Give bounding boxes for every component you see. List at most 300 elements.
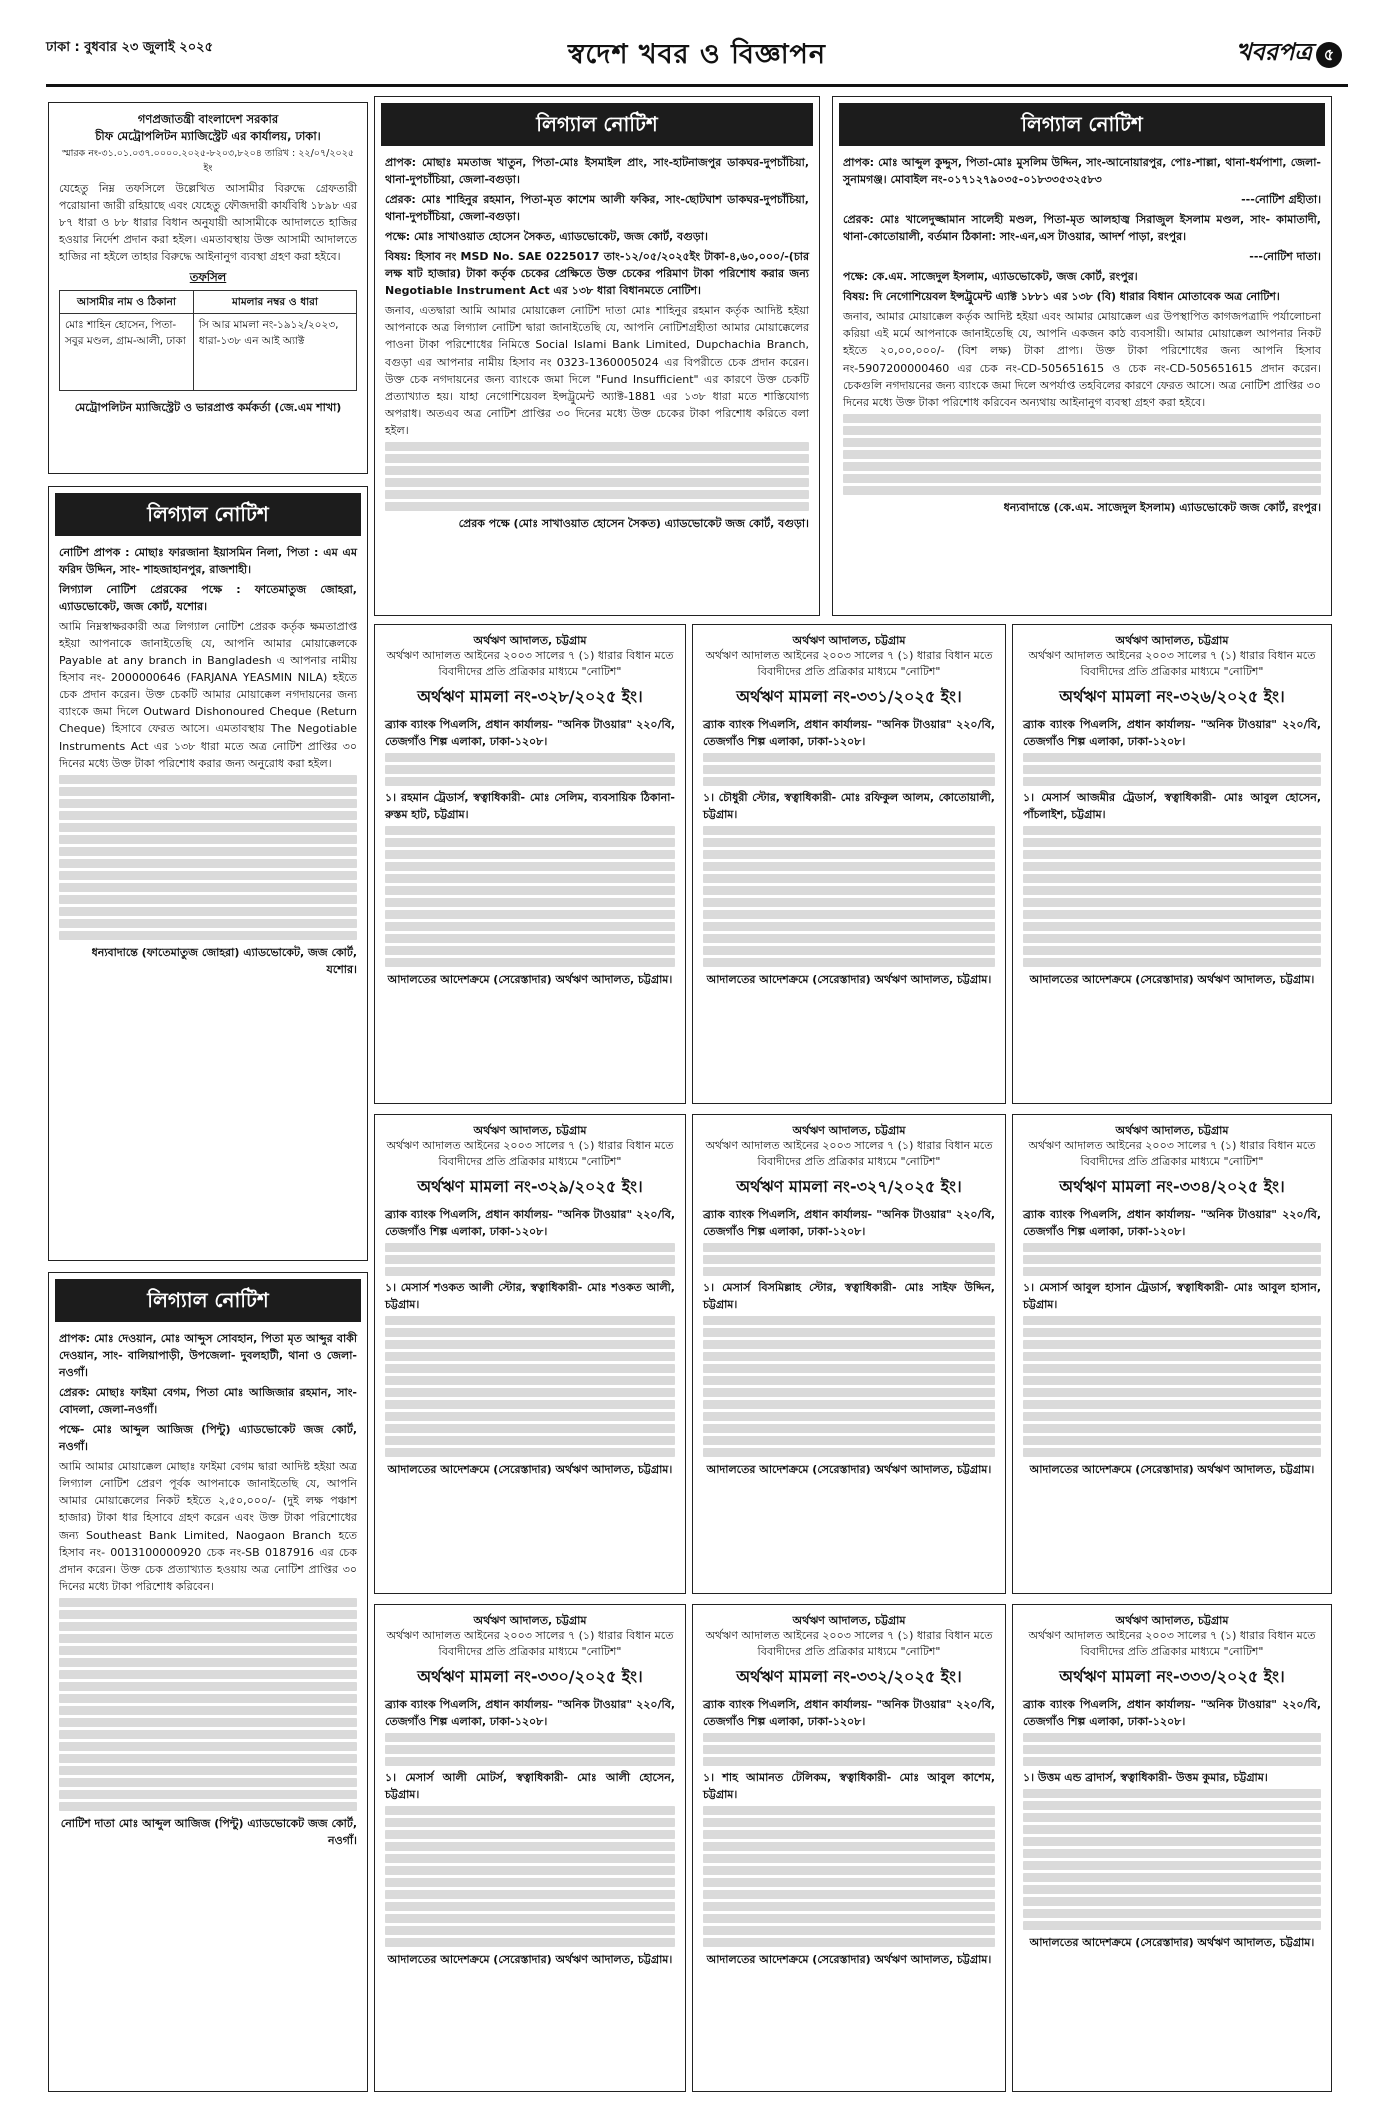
- court-footer: আদালতের আদেশক্রমে (সেরেস্তাদার) অর্থঋণ আদালত, চট্টগ্রাম।: [706, 1953, 992, 1967]
- court-notice: [374, 624, 686, 1104]
- text-line: [385, 838, 675, 847]
- defendant: ১। রহমান ট্রেডার্স, স্বত্বাধিকারী- মোঃ সেলিম, ব্যবসায়িক ঠিকানা- রুস্তম হাট, চট্টগ্রাম।: [385, 791, 675, 822]
- text-line: [1023, 1849, 1321, 1858]
- text-line: [1023, 1400, 1321, 1409]
- text-line: [385, 1267, 675, 1276]
- defendant: ১। মেসার্স আজমীর ট্রেডার্স, স্বত্বাধিকারী- মোঃ আবুল হোসেন, পাঁচলাইশ, চট্টগ্রাম।: [1023, 791, 1321, 822]
- text-line: [385, 1424, 675, 1433]
- text-line: [385, 1890, 675, 1899]
- text-line: [703, 765, 995, 774]
- text-line: [703, 934, 995, 943]
- text-line: [385, 454, 809, 463]
- newspaper-logo: [1236, 34, 1342, 74]
- text-line: [703, 1376, 995, 1385]
- text-line: [1023, 1789, 1321, 1798]
- plaintiff: ব্র্যাক ব্যাংক পিএলসি, প্রধান কার্যালয়- "অনিক টাওয়ার" ২২০/বি, তেজগাঁও শিল্প এলাকা, ঢাকা-১২০৮।: [385, 1697, 675, 1729]
- text-line: [385, 478, 809, 487]
- text-line: [703, 1436, 995, 1445]
- plaintiff: ব্র্যাক ব্যাংক পিএলসি, প্রধান কার্যালয়- "অনিক টাওয়ার" ২২০/বি, তেজগাঁও শিল্প এলাকা, ঢাকা-১২০৮।: [385, 1207, 675, 1239]
- text-line: [385, 958, 675, 967]
- text-line: [843, 486, 1321, 495]
- text-line: [703, 1914, 995, 1923]
- page-number: ৫: [1316, 42, 1342, 68]
- text-line: [385, 910, 675, 919]
- legal-notice-5: [832, 96, 1332, 616]
- text-line: [703, 1412, 995, 1421]
- text-line: [385, 934, 675, 943]
- text-line: [385, 1866, 675, 1875]
- text-line: [703, 1854, 995, 1863]
- text-line: [843, 474, 1321, 483]
- text-line: [59, 883, 357, 892]
- notice-3-body: আমি আমার মোয়াক্কেল মোছাঃ ফাইমা বেগম দ্বারা আদিষ্ট হইয়া অত্র লিগ্যাল নোটিশ প্রেরণ পূর্বক আপনাকে জানাইতেছি যে, আপনি আমার মোয়াক্কেলের নিকট হইতে ২,৫০,০০০/- (দুই লক্ষ পঞ্চাশ হাজার) টাকা ধার হিসাবে গ্রহণ করেন এবং উক্ত টাকা পরিশোধের জন্য Southeast Bank Limited, Naogaon Branch হতে হিসাব নং- 0013100000920 চেক নং-SB 0187916 এর চেক প্রদান করেন। উক্ত চেক প্রত্যাখ্যাত হওয়ায় অত্র নোটিশ প্রাপ্তির ৩০ দিনের মধ্যে টাকা পরিশোধ করিবেন।: [59, 1460, 357, 1593]
- notice-4-subject: বিষয়: হিসাব নং MSD No. SAE 0225017 তাং-১২/০৫/২০২৫ইং টাকা-৪,৬০,০০০/-(চার লক্ষ ষাট হাজার) টাকা কর্তৃক চেকের প্রেক্ষিতে উক্ত চেকের পরিমাণ টাকা পরিশোধ করার জন্য Negotiable Instrument Act এর ১৩৮ ধারা বিধানমতে নোটিশ।: [385, 250, 809, 298]
- text-line: [1023, 1825, 1321, 1834]
- text-line: [59, 1730, 357, 1739]
- text-line: [1023, 1448, 1321, 1457]
- text-lines: [703, 1316, 995, 1457]
- text-line: [1023, 1909, 1321, 1918]
- text-line: [703, 1842, 995, 1851]
- text-line: [59, 1622, 357, 1631]
- notice-5-text-lines: [843, 414, 1321, 495]
- text-line: [1023, 1424, 1321, 1433]
- text-line: [703, 777, 995, 786]
- text-line: [1023, 1733, 1321, 1742]
- text-line: [703, 1902, 995, 1911]
- text-line: [385, 502, 809, 511]
- text-line: [703, 1806, 995, 1815]
- text-line: [703, 1352, 995, 1361]
- text-line: [1023, 1267, 1321, 1276]
- court-footer: আদালতের আদেশক্রমে (সেরেস্তাদার) অর্থঋণ আদালত, চট্টগ্রাম।: [1029, 1936, 1315, 1950]
- notice-3-recipient: প্রাপক: মোঃ দেওয়ান, মোঃ আব্দুস সোবহান, পিতা মৃত আব্দুর বাকী দেওয়ান, সাং- বালিয়াপাড়ী, উপজেলা- দুবলহাটী, থানা ও জেলা-নওগাঁ।: [59, 1332, 357, 1380]
- text-line: [385, 922, 675, 931]
- court-notice: [374, 1604, 686, 2092]
- text-line: [1023, 1921, 1321, 1930]
- gov-memo: স্মারক নং-৩১.০১.০৩৭.০০০০.২০২৫-৮২০৩,৮২০৪ তারিখ : ২২/০৭/২০২৫ ইং: [61, 148, 355, 175]
- text-line: [1023, 838, 1321, 847]
- notice-5-banner: লিগ্যাল নোটিশ: [839, 103, 1325, 146]
- text-line: [1023, 1340, 1321, 1349]
- text-lines: [1023, 1789, 1321, 1930]
- court-name: অর্থঋণ আদালত, চট্টগ্রাম: [1115, 634, 1229, 647]
- court-law: অর্থঋণ আদালত আইনের ২০০৩ সালের ৭ (১) ধারার বিধান মতে বিবাদীদের প্রতি প্রত্রিকার মাধ্যমে "নোটিশ": [386, 1139, 674, 1168]
- text-line: [59, 1790, 357, 1799]
- notice-5-sender-tag: ---নোটিশ দাতা।: [1249, 250, 1321, 264]
- schedule-title: তফসিল: [189, 270, 227, 285]
- text-line: [59, 799, 357, 808]
- notice-2-text-lines: [59, 775, 357, 940]
- notice-4-counsel: পক্ষে: মোঃ সাখাওয়াত হোসেন সৈকত, এ্যাডভোকেট, জজ কোর্ট, বগুড়া।: [385, 230, 708, 244]
- text-line: [59, 775, 357, 784]
- defendant: ১। চৌধুরী স্টোর, স্বত্বাধিকারী- মোঃ রফিকুল আলম, কোতোয়ালী, চট্টগ্রাম।: [703, 791, 995, 822]
- text-line: [703, 838, 995, 847]
- text-line: [1023, 874, 1321, 883]
- text-line: [1023, 1885, 1321, 1894]
- text-line: [703, 1340, 995, 1349]
- text-line: [843, 414, 1321, 423]
- text-line: [703, 1745, 995, 1754]
- text-line: [1023, 1757, 1321, 1766]
- court-law: অর্থঋণ আদালত আইনের ২০০৩ সালের ৭ (১) ধারার বিধান মতে বিবাদীদের প্রতি প্রত্রিকার মাধ্যমে "নোটিশ": [705, 1629, 993, 1658]
- text-line: [59, 1742, 357, 1751]
- plaintiff: ব্র্যাক ব্যাংক পিএলসি, প্রধান কার্যালয়- "অনিক টাওয়ার" ২২০/বি, তেজগাঁও শিল্প এলাকা, ঢাকা-১২০৮।: [703, 717, 995, 749]
- text-line: [843, 450, 1321, 459]
- text-line: [385, 1400, 675, 1409]
- schedule-table: [59, 290, 357, 391]
- court-law: অর্থঋণ আদালত আইনের ২০০৩ সালের ৭ (১) ধারার বিধান মতে বিবাদীদের প্রতি প্রত্রিকার মাধ্যমে "নোটিশ": [705, 1139, 993, 1168]
- text-line: [59, 1778, 357, 1787]
- court-footer: আদালতের আদেশক্রমে (সেরেস্তাদার) অর্থঋণ আদালত, চট্টগ্রাম।: [387, 1463, 673, 1477]
- text-line: [385, 753, 675, 762]
- text-lines: [385, 826, 675, 967]
- text-line: [1023, 1412, 1321, 1421]
- text-line: [385, 1388, 675, 1397]
- text-line: [703, 753, 995, 762]
- text-line: [385, 850, 675, 859]
- notice-5-sender: প্রেরক: মোঃ খালেদুজ্জামান সালেহী মণ্ডল, পিতা-মৃত আলহাজ্ব সিরাজুল ইসলাম মণ্ডল, সাং- কামাতাদী, থানা-কোতোয়ালী, বর্তমান ঠিকানা: সাং-এন,এস টাওয়ার, আদর্শ পাড়া, রংপুর।: [843, 213, 1321, 244]
- court-notice: [1012, 624, 1332, 1104]
- court-footer: আদালতের আদেশক্রমে (সেরেস্তাদার) অর্থঋণ আদালত, চট্টগ্রাম।: [1029, 1463, 1315, 1477]
- text-line: [703, 1424, 995, 1433]
- text-line: [385, 1938, 675, 1947]
- text-line: [1023, 1873, 1321, 1882]
- notice-5-signature: ধন্যবাদান্তে (কে.এম. সাজেদুল ইসলাম) এ্যাডভোকেট জজ কোর্ট, রংপুর।: [1003, 500, 1321, 514]
- court-law: অর্থঋণ আদালত আইনের ২০০৩ সালের ৭ (১) ধারার বিধান মতে বিবাদীদের প্রতি প্রত্রিকার মাধ্যমে "নোটিশ": [1028, 1139, 1316, 1168]
- text-line: [59, 1670, 357, 1679]
- notice-3-text-lines: [59, 1598, 357, 1811]
- court-name: অর্থঋণ আদালত, চট্টগ্রাম: [792, 1614, 906, 1627]
- text-line: [1023, 886, 1321, 895]
- defendant: ১। মেসার্স বিসমিল্লাহ স্টোর, স্বত্বাধিকারী- মোঃ সাইফ উদ্দিন, চট্টগ্রাম।: [703, 1281, 995, 1312]
- text-line: [385, 490, 809, 499]
- text-lines: [1023, 826, 1321, 967]
- notice-2-banner: লিগ্যাল নোটিশ: [55, 493, 361, 536]
- text-lines: [703, 826, 995, 967]
- text-line: [1023, 934, 1321, 943]
- notice-5-body: জনাব, আমার মোয়াক্কেল কর্তৃক আদিষ্ট হইয়া এবং আমার মোয়াক্কেল এর উপস্থাপিত কাগজপত্রাদি পর্যালোচনা করিয়া এই মর্মে আপনাকে জানাইতেছি যে, আপনি একজন কাঠ ব্যবসায়ী। আমার মোয়াক্কেল আপনার নিকট হইতে ২০,০০,০০০/- (বিশ লক্ষ) টাকা প্রাপ্য। উক্ত টাকা পরিশোধের জন্য আপনি হিসাব নং-5907200000460 এর চেক নং-CD-505651615 ও চেক নং-CD-505651615 প্রদান করেন। চেকগুলি নগদায়নের জন্য ব্যাংকে জমা দিলে অপর্যাপ্ত তহবিলের কারণে ফেরত আসে। অত্র নোটিশ প্রাপ্তির ৩০ দিনের মধ্যে উক্ত টাকা পরিশোধ করিবেন অন্যথায় আইনানুগ ব্যবস্থা গ্রহণ করা হইবে।: [843, 310, 1321, 409]
- case-number: অর্থঋণ মামলা নং-৩৩১/২০২৫ ইং।: [736, 687, 962, 707]
- gov-body: যেহেতু নিম্ন তফসিলে উল্লেখিত আসামীর বিরুদ্ধে গ্রেফতারী পরোয়ানা জারী রহিয়াছে এবং যেহেতু ফৌজদারী কার্যবিধি ১৮৯৮ এর ৮৭ ধারা ও ৮৮ ধারার বিধান অনুযায়ী আসামীকে আদালতে হাজির হওয়ার নির্দেশ প্রদান করা হইল। এমতাবস্থায় উক্ত আসামী আদালতে হাজির না হইলে তাহার বিরুদ্ধে আইনানুগ ব্যবস্থা গ্রহণ করা হইবে।: [59, 181, 357, 263]
- text-line: [1023, 765, 1321, 774]
- court-notice: [692, 1114, 1006, 1594]
- text-line: [385, 946, 675, 955]
- defendant: ১। মেসার্স আলী মোটর্স, স্বত্বাধিকারী- মোঃ আলী হোসেন, চট্টগ্রাম।: [385, 1771, 675, 1802]
- newspaper-name: খবরপত্র: [1235, 38, 1312, 66]
- notice-2-sender: লিগ্যাল নোটিশ প্রেরকের পক্ষে : ফাতেমাতুজ জোহরা, এ্যাডভোকেট, জজ কোর্ট, যশোর।: [59, 583, 357, 614]
- text-line: [703, 1926, 995, 1935]
- case-number: অর্থঋণ মামলা নং-৩২৭/২০২৫ ইং।: [736, 1177, 962, 1197]
- case-number: অর্থঋণ মামলা নং-৩২৬/২০২৫ ইং।: [1059, 687, 1285, 707]
- text-line: [703, 1448, 995, 1457]
- case-number: অর্থঋণ মামলা নং-৩৩২/২০২৫ ইং।: [736, 1667, 962, 1687]
- text-line: [1023, 1316, 1321, 1325]
- text-line: [1023, 753, 1321, 762]
- text-line: [703, 826, 995, 835]
- text-line: [385, 1340, 675, 1349]
- notice-4-sender: প্রেরক: মোঃ শাহিনুর রহমান, পিতা-মৃত কাশেম আলী ফকির, সাং-ছোটঘাশ ডাকঘর-দুপচাঁচিয়া, থানা-দুপচাঁচিয়া, জেলা-বগুড়া।: [385, 193, 809, 224]
- schedule-cell-accused: মোঃ শাহিন হোসেন, পিতা-সবুর মণ্ডল, গ্রাম-আলী, ঢাকা: [60, 313, 194, 390]
- text-line: [385, 898, 675, 907]
- notice-3-signature: নোটিশ দাতা মোঃ আব্দুল আজিজ (পিন্টু) এ্যাডভোকেট জজ কোর্ট, নওগাঁ।: [60, 1816, 357, 1847]
- court-footer: আদালতের আদেশক্রমে (সেরেস্তাদার) অর্থঋণ আদালত, চট্টগ্রাম।: [387, 1953, 673, 1967]
- text-line: [703, 958, 995, 967]
- text-line: [1023, 922, 1321, 931]
- case-number: অর্থঋণ মামলা নং-৩৩৪/২০২৫ ইং।: [1059, 1177, 1285, 1197]
- case-number: অর্থঋণ মামলা নং-৩২৮/২০২৫ ইং।: [417, 687, 643, 707]
- text-line: [385, 1842, 675, 1851]
- text-line: [385, 765, 675, 774]
- notice-2-signature: ধন্যবাদান্তে (ফাতেমাতুজ জোহরা) এ্যাডভোকেট, জজ কোর্ট, যশোর।: [91, 945, 357, 976]
- schedule-header-case: মামলার নম্বর ও ধারা: [193, 290, 356, 313]
- plaintiff: ব্র্যাক ব্যাংক পিএলসি, প্রধান কার্যালয়- "অনিক টাওয়ার" ২২০/বি, তেজগাঁও শিল্প এলাকা, ঢাকা-১২০৮।: [1023, 1207, 1321, 1239]
- text-lines: [1023, 753, 1321, 786]
- plaintiff: ব্র্যাক ব্যাংক পিএলসি, প্রধান কার্যালয়- "অনিক টাওয়ার" ২২০/বি, তেজগাঁও শিল্প এলাকা, ঢাকা-১২০৮।: [385, 717, 675, 749]
- schedule-header-accused: আসামীর নাম ও ঠিকানা: [60, 290, 194, 313]
- text-line: [1023, 1243, 1321, 1252]
- text-line: [843, 426, 1321, 435]
- text-line: [1023, 958, 1321, 967]
- court-name: অর্থঋণ আদালত, চট্টগ্রাম: [1115, 1614, 1229, 1627]
- text-line: [703, 1938, 995, 1947]
- text-line: [59, 1610, 357, 1619]
- text-line: [703, 1866, 995, 1875]
- text-line: [1023, 777, 1321, 786]
- text-line: [59, 823, 357, 832]
- text-line: [1023, 1376, 1321, 1385]
- text-line: [59, 1706, 357, 1715]
- text-line: [385, 1830, 675, 1839]
- notice-5-recipient-tag: ---নোটিশ গ্রহীতা।: [1241, 193, 1321, 207]
- text-line: [385, 1243, 675, 1252]
- text-line: [59, 1634, 357, 1643]
- court-name: অর্থঋণ আদালত, চট্টগ্রাম: [792, 1124, 906, 1137]
- text-line: [385, 1878, 675, 1887]
- legal-notice-2: [48, 486, 368, 1261]
- text-line: [1023, 1861, 1321, 1870]
- text-line: [385, 1328, 675, 1337]
- text-line: [703, 1388, 995, 1397]
- notice-5-recipient: প্রাপক: মোঃ আব্দুল কুদ্দুস, পিতা-মোঃ মুসলিম উদ্দিন, সাং-আনোয়ারপুর, পোঃ-শাল্লা, থানা-ধর্মপাশা, জেলা-সুনামগঞ্জ। মোবাইল নং-০১৭১২৭৯০৩৫-০১৮৩৩৫৩২৫৮৩: [843, 156, 1321, 187]
- notice-5-counsel: পক্ষে: কে.এম. সাজেদুল ইসলাম, এ্যাডভোকেট, জজ কোর্ট, রংপুর।: [843, 270, 1138, 284]
- text-line: [1023, 1745, 1321, 1754]
- section-title: স্বদেশ খবর ও বিজ্ঞাপন: [568, 39, 826, 70]
- text-line: [385, 1412, 675, 1421]
- text-line: [59, 1754, 357, 1763]
- text-line: [703, 850, 995, 859]
- court-law: অর্থঋণ আদালত আইনের ২০০৩ সালের ৭ (১) ধারার বিধান মতে বিবাদীদের প্রতি প্রত্রিকার মাধ্যমে "নোটিশ": [1028, 649, 1316, 678]
- text-line: [1023, 898, 1321, 907]
- notice-5-subject: বিষয়: দি নেগোশিয়েবল ইন্সট্রুমেন্ট এ্যাক্ট ১৮৮১ এর ১৩৮ (বি) ধারার বিধান মোতাবেক অত্র নোটিশ।: [843, 290, 1280, 304]
- court-name: অর্থঋণ আদালত, চট্টগ্রাম: [473, 1124, 587, 1137]
- text-lines: [1023, 1243, 1321, 1276]
- notice-3-sender: প্রেরক: মোছাঃ ফাইমা বেগম, পিতা মোঃ আজিজার রহমান, সাং-বোদলা, জেলা-নওগাঁ।: [59, 1386, 357, 1417]
- court-notice: [692, 624, 1006, 1104]
- text-line: [385, 442, 809, 451]
- defendant: ১। উত্তম এন্ড ব্রাদার্স, স্বত্বাধিকারী- উত্তম কুমার, চট্টগ্রাম।: [1023, 1771, 1268, 1785]
- court-law: অর্থঋণ আদালত আইনের ২০০৩ সালের ৭ (১) ধারার বিধান মতে বিবাদীদের প্রতি প্রত্রিকার মাধ্যমে "নোটিশ": [386, 1629, 674, 1658]
- text-line: [59, 1694, 357, 1703]
- text-line: [703, 1733, 995, 1742]
- text-line: [59, 907, 357, 916]
- text-lines: [703, 1806, 995, 1947]
- text-line: [59, 1802, 357, 1811]
- court-law: অর্থঋণ আদালত আইনের ২০০৩ সালের ৭ (১) ধারার বিধান মতে বিবাদীদের প্রতি প্রত্রিকার মাধ্যমে "নোটিশ": [386, 649, 674, 678]
- text-lines: [385, 753, 675, 786]
- header-rule: [46, 84, 1348, 87]
- case-number: অর্থঋণ মামলা নং-৩৩০/২০২৫ ইং।: [417, 1667, 643, 1687]
- notice-3-banner: লিগ্যাল নোটিশ: [55, 1279, 361, 1322]
- text-line: [1023, 946, 1321, 955]
- text-lines: [385, 1316, 675, 1457]
- text-line: [385, 1316, 675, 1325]
- text-line: [703, 946, 995, 955]
- text-line: [59, 871, 357, 880]
- text-lines: [703, 1243, 995, 1276]
- court-footer: আদালতের আদেশক্রমে (সেরেস্তাদার) অর্থঋণ আদালত, চট্টগ্রাম।: [706, 973, 992, 987]
- text-line: [59, 1598, 357, 1607]
- text-line: [843, 438, 1321, 447]
- text-line: [703, 922, 995, 931]
- text-lines: [385, 1806, 675, 1947]
- text-line: [1023, 1352, 1321, 1361]
- defendant: ১। মেসার্স আবুল হাসান ট্রেডার্স, স্বত্বাধিকারী- মোঃ আবুল হাসান, চট্টগ্রাম।: [1023, 1281, 1321, 1312]
- court-notice: [1012, 1604, 1332, 2092]
- legal-notice-4: [374, 96, 820, 616]
- text-line: [1023, 1328, 1321, 1337]
- text-line: [59, 895, 357, 904]
- court-name: অর্থঋণ আদালত, চট্টগ্রাম: [473, 1614, 587, 1627]
- text-lines: [1023, 1733, 1321, 1766]
- text-line: [59, 835, 357, 844]
- text-line: [59, 919, 357, 928]
- court-footer: আদালতের আদেশক্রমে (সেরেস্তাদার) অর্থঋণ আদালত, চট্টগ্রাম।: [1029, 973, 1315, 987]
- text-line: [385, 1914, 675, 1923]
- court-name: অর্থঋণ আদালত, চট্টগ্রাম: [792, 634, 906, 647]
- text-line: [385, 1376, 675, 1385]
- text-line: [385, 1926, 675, 1935]
- plaintiff: ব্র্যাক ব্যাংক পিএলসি, প্রধান কার্যালয়- "অনিক টাওয়ার" ২২০/বি, তেজগাঁও শিল্প এলাকা, ঢাকা-১২০৮।: [1023, 717, 1321, 749]
- text-line: [703, 1890, 995, 1899]
- text-line: [59, 931, 357, 940]
- case-number: অর্থঋণ মামলা নং-৩২৯/২০২৫ ইং।: [417, 1177, 643, 1197]
- notice-4-recipient: প্রাপক: মোছাঃ মমতাজ খাতুন, পিতা-মোঃ ইসমাইল প্রাং, সাং-হাটনাজপুর ডাকঘর-দুপচাঁচিয়া, থানা-দুপচাঁচিয়া, জেলা-বগুড়া।: [385, 156, 809, 187]
- page-header: [46, 34, 1348, 96]
- text-line: [385, 874, 675, 883]
- text-line: [1023, 1897, 1321, 1906]
- court-law: অর্থঋণ আদালত আইনের ২০০৩ সালের ৭ (১) ধারার বিধান মতে বিবাদীদের প্রতি প্রত্রিকার মাধ্যমে "নোটিশ": [705, 649, 993, 678]
- text-line: [703, 1818, 995, 1827]
- text-line: [59, 1766, 357, 1775]
- court-law: অর্থঋণ আদালত আইনের ২০০৩ সালের ৭ (১) ধারার বিধান মতে বিবাদীদের প্রতি প্রত্রিকার মাধ্যমে "নোটিশ": [1028, 1629, 1316, 1658]
- text-line: [385, 1902, 675, 1911]
- text-line: [703, 1757, 995, 1766]
- text-line: [385, 1818, 675, 1827]
- text-line: [703, 1328, 995, 1337]
- text-line: [703, 1316, 995, 1325]
- text-line: [703, 1400, 995, 1409]
- gov-title-2: চীফ মেট্রোপলিটন ম্যাজিস্ট্রেট এর কার্যালয়, ঢাকা।: [95, 128, 321, 143]
- text-line: [385, 886, 675, 895]
- defendant: ১। শাহ আমানত টেলিকম, স্বত্বাধিকারী- মোঃ আবুল কাশেম, চট্টগ্রাম।: [703, 1771, 995, 1802]
- text-line: [1023, 1801, 1321, 1810]
- schedule-cell-case: সি আর মামলা নং-১৯১২/২০২৩, ধারা-১৩৮ এন আই অ্যাক্ট: [193, 313, 356, 390]
- text-line: [59, 811, 357, 820]
- court-footer: আদালতের আদেশক্রমে (সেরেস্তাদার) অর্থঋণ আদালত, চট্টগ্রাম।: [706, 1463, 992, 1477]
- text-line: [1023, 1837, 1321, 1846]
- defendant: ১। মেসার্স শওকত আলী স্টোর, স্বত্বাধিকারী- মোঃ শওকত আলী, চট্টগ্রাম।: [385, 1281, 675, 1312]
- gov-title-1: গণপ্রজাতন্ত্রী বাংলাদেশ সরকার: [137, 112, 279, 126]
- plaintiff: ব্র্যাক ব্যাংক পিএলসি, প্রধান কার্যালয়- "অনিক টাওয়ার" ২২০/বি, তেজগাঁও শিল্প এলাকা, ঢাকা-১২০৮।: [1023, 1697, 1321, 1729]
- text-line: [385, 777, 675, 786]
- text-lines: [703, 753, 995, 786]
- text-line: [703, 874, 995, 883]
- text-line: [59, 859, 357, 868]
- text-line: [703, 1878, 995, 1887]
- text-line: [385, 1745, 675, 1754]
- text-lines: [1023, 1316, 1321, 1457]
- court-notice: [692, 1604, 1006, 2092]
- text-line: [385, 1448, 675, 1457]
- text-line: [1023, 1436, 1321, 1445]
- text-line: [703, 886, 995, 895]
- notice-3-counsel: পক্ষে- মোঃ আব্দুল আজিজ (পিন্টু) এ্যাডভোকেট জজ কোর্ট, নওগাঁ।: [59, 1423, 357, 1454]
- notice-4-text-lines: [385, 442, 809, 511]
- notice-4-banner: লিগ্যাল নোটিশ: [381, 103, 813, 146]
- text-line: [703, 1830, 995, 1839]
- text-line: [703, 862, 995, 871]
- text-line: [385, 1255, 675, 1264]
- text-line: [385, 1352, 675, 1361]
- text-line: [59, 1646, 357, 1655]
- text-line: [385, 1854, 675, 1863]
- gov-signature: মেট্রোপলিটন ম্যাজিস্ট্রেট ও ভারপ্রাপ্ত কর্মকর্তা (জে.এম শাখা): [74, 400, 342, 414]
- text-line: [1023, 1364, 1321, 1373]
- notice-2-recipient: নোটিশ প্রাপক : মোছাঃ ফারজানা ইয়াসমিন নিলা, পিতা : এম এম ফরিদ উদ্দিন, সাং- শাহজাহানপুর, রাজশাহী।: [59, 546, 357, 577]
- text-line: [385, 466, 809, 475]
- text-line: [385, 826, 675, 835]
- case-number: অর্থঋণ মামলা নং-৩৩৩/২০২৫ ইং।: [1059, 1667, 1285, 1687]
- text-line: [385, 1733, 675, 1742]
- text-line: [843, 462, 1321, 471]
- text-lines: [703, 1733, 995, 1766]
- text-line: [59, 1718, 357, 1727]
- text-lines: [385, 1733, 675, 1766]
- text-line: [703, 1267, 995, 1276]
- text-line: [385, 862, 675, 871]
- text-line: [385, 1364, 675, 1373]
- text-line: [59, 847, 357, 856]
- notice-4-signature: প্রেরক পক্ষে (মোঃ সাখাওয়াত হোসেন সৈকত) এ্যাডভোকেট জজ কোর্ট, বগুড়া।: [458, 516, 809, 530]
- court-footer: আদালতের আদেশক্রমে (সেরেস্তাদার) অর্থঋণ আদালত, চট্টগ্রাম।: [387, 973, 673, 987]
- text-line: [703, 1364, 995, 1373]
- text-line: [703, 1255, 995, 1264]
- legal-notice-3: [48, 1272, 368, 2092]
- text-line: [703, 1243, 995, 1252]
- text-line: [1023, 1388, 1321, 1397]
- court-notice: [1012, 1114, 1332, 1594]
- text-line: [703, 910, 995, 919]
- text-lines: [385, 1243, 675, 1276]
- text-line: [1023, 850, 1321, 859]
- text-line: [1023, 1255, 1321, 1264]
- text-line: [1023, 862, 1321, 871]
- court-name: অর্থঋণ আদালত, চট্টগ্রাম: [473, 634, 587, 647]
- text-line: [59, 1658, 357, 1667]
- text-line: [385, 1436, 675, 1445]
- plaintiff: ব্র্যাক ব্যাংক পিএলসি, প্রধান কার্যালয়- "অনিক টাওয়ার" ২২০/বি, তেজগাঁও শিল্প এলাকা, ঢাকা-১২০৮।: [703, 1697, 995, 1729]
